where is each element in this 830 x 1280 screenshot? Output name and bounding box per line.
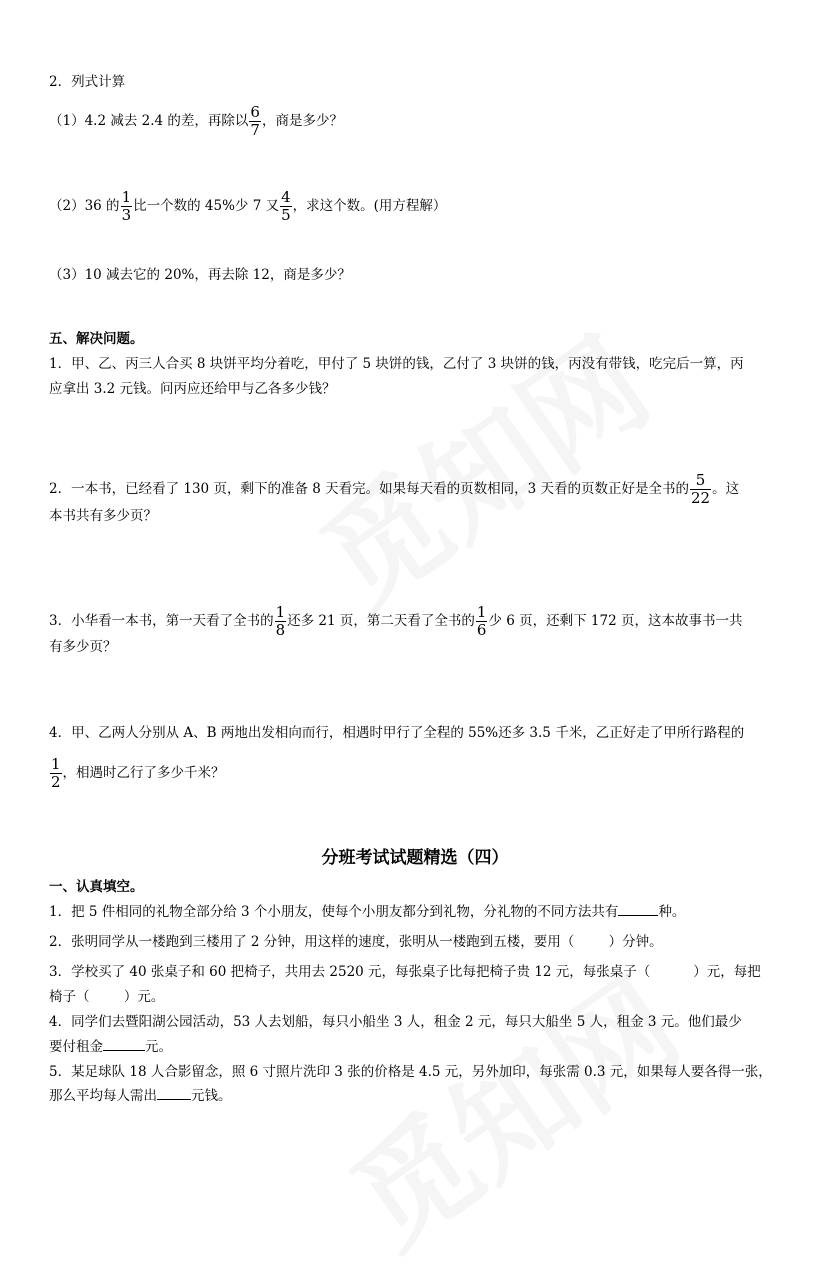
page-title: 分班考试试题精选（四） xyxy=(321,848,509,868)
fill-question-3: 椅子（ ）元。 xyxy=(49,989,165,1005)
problem-2: 本书共有多少页？ xyxy=(49,508,157,524)
fill-question-3: 3．学校买了 40 张桌子和 60 把椅子，共用去 2520 元，每张桌子比每把椅子贵 12 元，每张桌子（ ）元，每把 xyxy=(49,964,761,980)
answer-blank xyxy=(157,1087,191,1100)
fill-question-2: 2．张明同学从一楼跑到三楼用了 2 分钟，用这样的速度，张明从一楼跑到五楼，要用（ ）分钟。 xyxy=(49,934,663,950)
section-heading: 五、解决问题。 xyxy=(49,331,144,347)
fill-question-4: 4．同学们去暨阳湖公园活动，53 人去划船，每只小船坐 3 人，租金 2 元，每只大船坐 5 人，租金 3 元。他们最少 xyxy=(49,1014,742,1030)
problem-4: $\frac{1}{2}$ ，相遇时乙行了多少千米？ xyxy=(51,755,225,791)
section-heading: 2．列式计算 xyxy=(49,74,126,90)
fraction: $\frac{1}{6}$ xyxy=(476,603,487,639)
watermark xyxy=(313,932,707,1279)
answer-blank xyxy=(618,903,658,916)
fraction: $\frac{6}{7}$ xyxy=(250,103,260,139)
question-2-3: （3）10 减去它的 20%，再去除 12，商是多少？ xyxy=(49,267,351,283)
fraction: $\frac{1}{2}$ xyxy=(51,755,61,791)
problem-3: 3．小华看一本书，第一天看了全书的 $\frac{1}{8}$ 还多 21 页，第二天看了全书的 $\frac{1}{6}$ 少 6 页，还剩下 172 页，这本故事书一共 xyxy=(49,603,743,639)
problem-1: 应拿出 3.2 元钱。问丙应还给甲与乙各多少钱？ xyxy=(49,381,336,397)
fraction: $\frac{5}{22}$ xyxy=(691,471,711,507)
question-2-1: （1）4.2 减去 2.4 的差，再除以 $\frac{6}{7}$ ，商是多少？ xyxy=(49,103,343,139)
fraction: $\frac{1}{3}$ xyxy=(121,188,132,224)
watermark xyxy=(283,292,677,639)
fill-question-5: 那么平均每人需出 元钱。 xyxy=(49,1088,232,1104)
fill-question-5: 5．某足球队 18 人合影留念，照 6 寸照片洗印 3 张的价格是 4.5 元，另外加印，每张需 0.3 元，如果每人要各得一张， xyxy=(49,1064,772,1080)
problem-4: 4．甲、乙两人分别从 A、B 两地出发相向而行，相遇时甲行了全程的 55%还多 3.5 千米，乙正好走了甲所行路程的 xyxy=(49,725,745,741)
section-heading: 一、认真填空。 xyxy=(49,879,144,895)
fill-question-1: 1．把 5 件相同的礼物全部分给 3 个小朋友，使每个小朋友都分到礼物，分礼物的不同方法共有 种。 xyxy=(49,904,686,920)
fraction: $\frac{1}{8}$ xyxy=(275,603,286,639)
problem-3: 有多少页？ xyxy=(49,639,117,655)
fraction: $\frac{4}{5}$ xyxy=(281,188,291,224)
problem-2: 2．一本书，已经看了 130 页，剩下的准备 8 天看完。如果每天看的页数相同，3 天看的页数正好是全书的 $\frac{5}{22}$ 。这 xyxy=(49,471,740,507)
answer-blank xyxy=(103,1038,145,1051)
fill-question-4: 要付租金 元。 xyxy=(49,1039,172,1055)
problem-1: 1．甲、乙、丙三人合买 8 块饼平均分着吃，甲付了 5 块饼的钱，乙付了 3 块饼的钱，丙没有带钱，吃完后一算，丙 xyxy=(49,356,744,372)
question-2-2: （2）36 的 $\frac{1}{3}$ 比一个数的 45%少 7 又 $\frac{4}{5}$ ，求这个数。(用方程解） xyxy=(49,188,447,224)
